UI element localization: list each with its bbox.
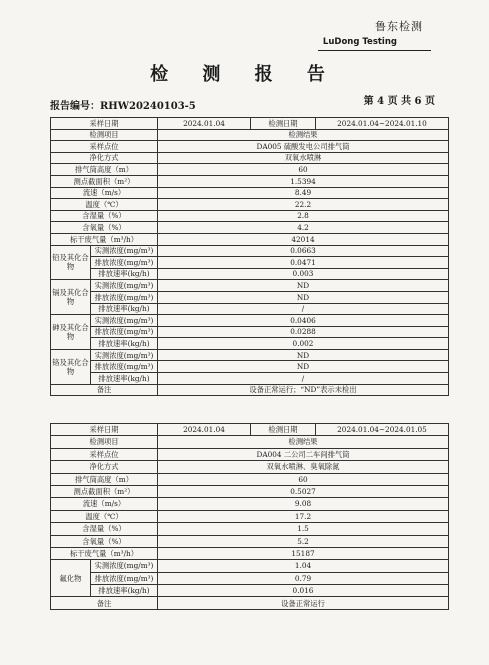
sample-date-value: 2024.01.04 bbox=[158, 118, 251, 130]
row-label: 净化方式 bbox=[51, 461, 158, 473]
remark-row bbox=[51, 384, 449, 396]
metric-label: 实测浓度(mg/m³) bbox=[91, 280, 158, 292]
sample-date-value: 2024.01.04 bbox=[158, 424, 251, 436]
table-row bbox=[51, 448, 449, 460]
row-value: 4.2 bbox=[158, 222, 449, 234]
row-label: 净化方式 bbox=[51, 152, 158, 164]
table-row bbox=[51, 303, 449, 315]
result-header: 检测结果 bbox=[158, 436, 449, 448]
row-value: 22.2 bbox=[158, 199, 449, 211]
row-label: 温度（℃） bbox=[51, 199, 158, 211]
pollutant-name: 铬及其化合物 bbox=[51, 349, 91, 384]
table-row bbox=[51, 498, 449, 510]
header-rule bbox=[318, 50, 431, 51]
metric-label: 实测浓度(mg/m³) bbox=[91, 245, 158, 257]
metric-label: 排放速率(kg/h) bbox=[91, 338, 158, 350]
metric-value: 0.0288 bbox=[158, 326, 449, 338]
test-date-label: 检测日期 bbox=[251, 424, 316, 436]
table-row bbox=[51, 210, 449, 222]
metric-label: 排放浓度(mg/m³) bbox=[91, 326, 158, 338]
row-value: 1.5 bbox=[158, 523, 449, 535]
row-label: 排气筒高度（m） bbox=[51, 164, 158, 176]
table-row bbox=[51, 222, 449, 234]
sample-date-label: 采样日期 bbox=[51, 424, 158, 436]
row-label: 标干废气量（m³/h） bbox=[51, 233, 158, 245]
table-row bbox=[51, 535, 449, 547]
table-row bbox=[51, 572, 449, 584]
row-label: 温度（℃） bbox=[51, 510, 158, 522]
table-row bbox=[51, 141, 449, 153]
table-row bbox=[51, 326, 449, 338]
table-row bbox=[51, 257, 449, 269]
table-row bbox=[51, 473, 449, 485]
table-row bbox=[51, 361, 449, 373]
metric-value: 0.002 bbox=[158, 338, 449, 350]
table-row bbox=[51, 245, 449, 257]
sample-date-label: 采样日期 bbox=[51, 118, 158, 130]
remark-label: 备注 bbox=[51, 384, 158, 396]
table-row bbox=[51, 585, 449, 597]
metric-value: 0.003 bbox=[158, 268, 449, 280]
metric-value: 0.0406 bbox=[158, 315, 449, 327]
metric-value: 0.0471 bbox=[158, 257, 449, 269]
row-value: 9.08 bbox=[158, 498, 449, 510]
pollutant-name: 氟化物 bbox=[51, 560, 91, 597]
metric-label: 排放速率(kg/h) bbox=[91, 303, 158, 315]
table-row bbox=[51, 485, 449, 497]
table-row bbox=[51, 373, 449, 385]
date-row bbox=[51, 118, 449, 130]
table-row bbox=[51, 547, 449, 559]
table-row bbox=[51, 187, 449, 199]
table-row bbox=[51, 164, 449, 176]
row-value: DA005 硫酸发电公司排气筒 bbox=[158, 141, 449, 153]
row-label: 标干废气量（m³/h） bbox=[51, 547, 158, 559]
row-value: 42014 bbox=[158, 233, 449, 245]
pollutant-name: 砷及其化合物 bbox=[51, 315, 91, 350]
row-label: 采样点位 bbox=[51, 448, 158, 460]
metric-value: ND bbox=[158, 291, 449, 303]
table-row bbox=[51, 291, 449, 303]
metric-value: 0.79 bbox=[158, 572, 449, 584]
row-value: 60 bbox=[158, 164, 449, 176]
header-row bbox=[51, 436, 449, 448]
metric-label: 排放浓度(mg/m³) bbox=[91, 572, 158, 584]
result-header: 检测结果 bbox=[158, 129, 449, 141]
test-date-value: 2024.01.04~2024.01.05 bbox=[316, 424, 449, 436]
report-number: 报告编号：RHW20240103-5 bbox=[50, 101, 196, 112]
row-label: 排气筒高度（m） bbox=[51, 473, 158, 485]
test-date-label: 检测日期 bbox=[251, 118, 316, 130]
header-row bbox=[51, 129, 449, 141]
metric-label: 排放速率(kg/h) bbox=[91, 268, 158, 280]
metric-value: ND bbox=[158, 361, 449, 373]
company-name-cn: 鲁东检测 bbox=[375, 20, 423, 33]
metric-label: 排放浓度(mg/m³) bbox=[91, 291, 158, 303]
table-row bbox=[51, 233, 449, 245]
pollutant-name: 镉及其化合物 bbox=[51, 280, 91, 315]
date-row bbox=[51, 424, 449, 436]
row-value: 0.5027 bbox=[158, 485, 449, 497]
row-value: 2.8 bbox=[158, 210, 449, 222]
remark-label: 备注 bbox=[51, 597, 158, 609]
row-label: 含氧量（%） bbox=[51, 222, 158, 234]
row-label: 测点截面积（m²） bbox=[51, 175, 158, 187]
table-row bbox=[51, 280, 449, 292]
table-row bbox=[51, 199, 449, 211]
row-value: 17.2 bbox=[158, 510, 449, 522]
metric-label: 实测浓度(mg/m³) bbox=[91, 349, 158, 361]
test-date-value: 2024.01.04~2024.01.10 bbox=[316, 118, 449, 130]
row-label: 流速（m/s） bbox=[51, 187, 158, 199]
row-value: 双氧水喷淋 bbox=[158, 152, 449, 164]
table-row bbox=[51, 461, 449, 473]
row-value: DA004 二公司二车间排气筒 bbox=[158, 448, 449, 460]
row-label: 测点截面积（m²） bbox=[51, 485, 158, 497]
row-value: 60 bbox=[158, 473, 449, 485]
metric-label: 排放速率(kg/h) bbox=[91, 373, 158, 385]
metric-value: 1.04 bbox=[158, 560, 449, 572]
row-label: 采样点位 bbox=[51, 141, 158, 153]
table-row bbox=[51, 349, 449, 361]
item-header: 检测项目 bbox=[51, 436, 158, 448]
metric-label: 实测浓度(mg/m³) bbox=[91, 315, 158, 327]
table-row bbox=[51, 268, 449, 280]
metric-label: 实测浓度(mg/m³) bbox=[91, 560, 158, 572]
table-row bbox=[51, 338, 449, 350]
row-value: 15187 bbox=[158, 547, 449, 559]
metric-value: ND bbox=[158, 280, 449, 292]
row-label: 含氧量（%） bbox=[51, 535, 158, 547]
row-value: 8.49 bbox=[158, 187, 449, 199]
row-label: 含湿量（%） bbox=[51, 210, 158, 222]
table-row bbox=[51, 315, 449, 327]
row-value: 双氧水喷淋、臭氧除氮 bbox=[158, 461, 449, 473]
pollutant-name: 铅及其化合物 bbox=[51, 245, 91, 280]
metric-label: 排放速率(kg/h) bbox=[91, 585, 158, 597]
row-value: 5.2 bbox=[158, 535, 449, 547]
remark-row bbox=[51, 597, 449, 609]
metric-value: / bbox=[158, 373, 449, 385]
row-label: 含湿量（%） bbox=[51, 523, 158, 535]
table-row bbox=[51, 175, 449, 187]
metric-value: 0.0663 bbox=[158, 245, 449, 257]
page-indicator: 第 4 页 共 6 页 bbox=[363, 96, 435, 107]
item-header: 检测项目 bbox=[51, 129, 158, 141]
table-row bbox=[51, 523, 449, 535]
metric-value: / bbox=[158, 303, 449, 315]
remark-value: 设备正常运行 bbox=[158, 597, 449, 609]
metric-label: 排放浓度(mg/m³) bbox=[91, 257, 158, 269]
table-row bbox=[51, 510, 449, 522]
result-table-da004 bbox=[50, 423, 449, 610]
metric-value: ND bbox=[158, 349, 449, 361]
row-value: 1.5394 bbox=[158, 175, 449, 187]
row-label: 流速（m/s） bbox=[51, 498, 158, 510]
result-table-da005 bbox=[50, 117, 449, 396]
metric-value: 0.016 bbox=[158, 585, 449, 597]
company-name-en: LuDong Testing bbox=[322, 37, 397, 47]
metric-label: 排放浓度(mg/m³) bbox=[91, 361, 158, 373]
table-row bbox=[51, 560, 449, 572]
report-title: 检 测 报 告 bbox=[150, 64, 339, 85]
remark-value: 设备正常运行；“ND”表示未检出 bbox=[158, 384, 449, 396]
table-row bbox=[51, 152, 449, 164]
